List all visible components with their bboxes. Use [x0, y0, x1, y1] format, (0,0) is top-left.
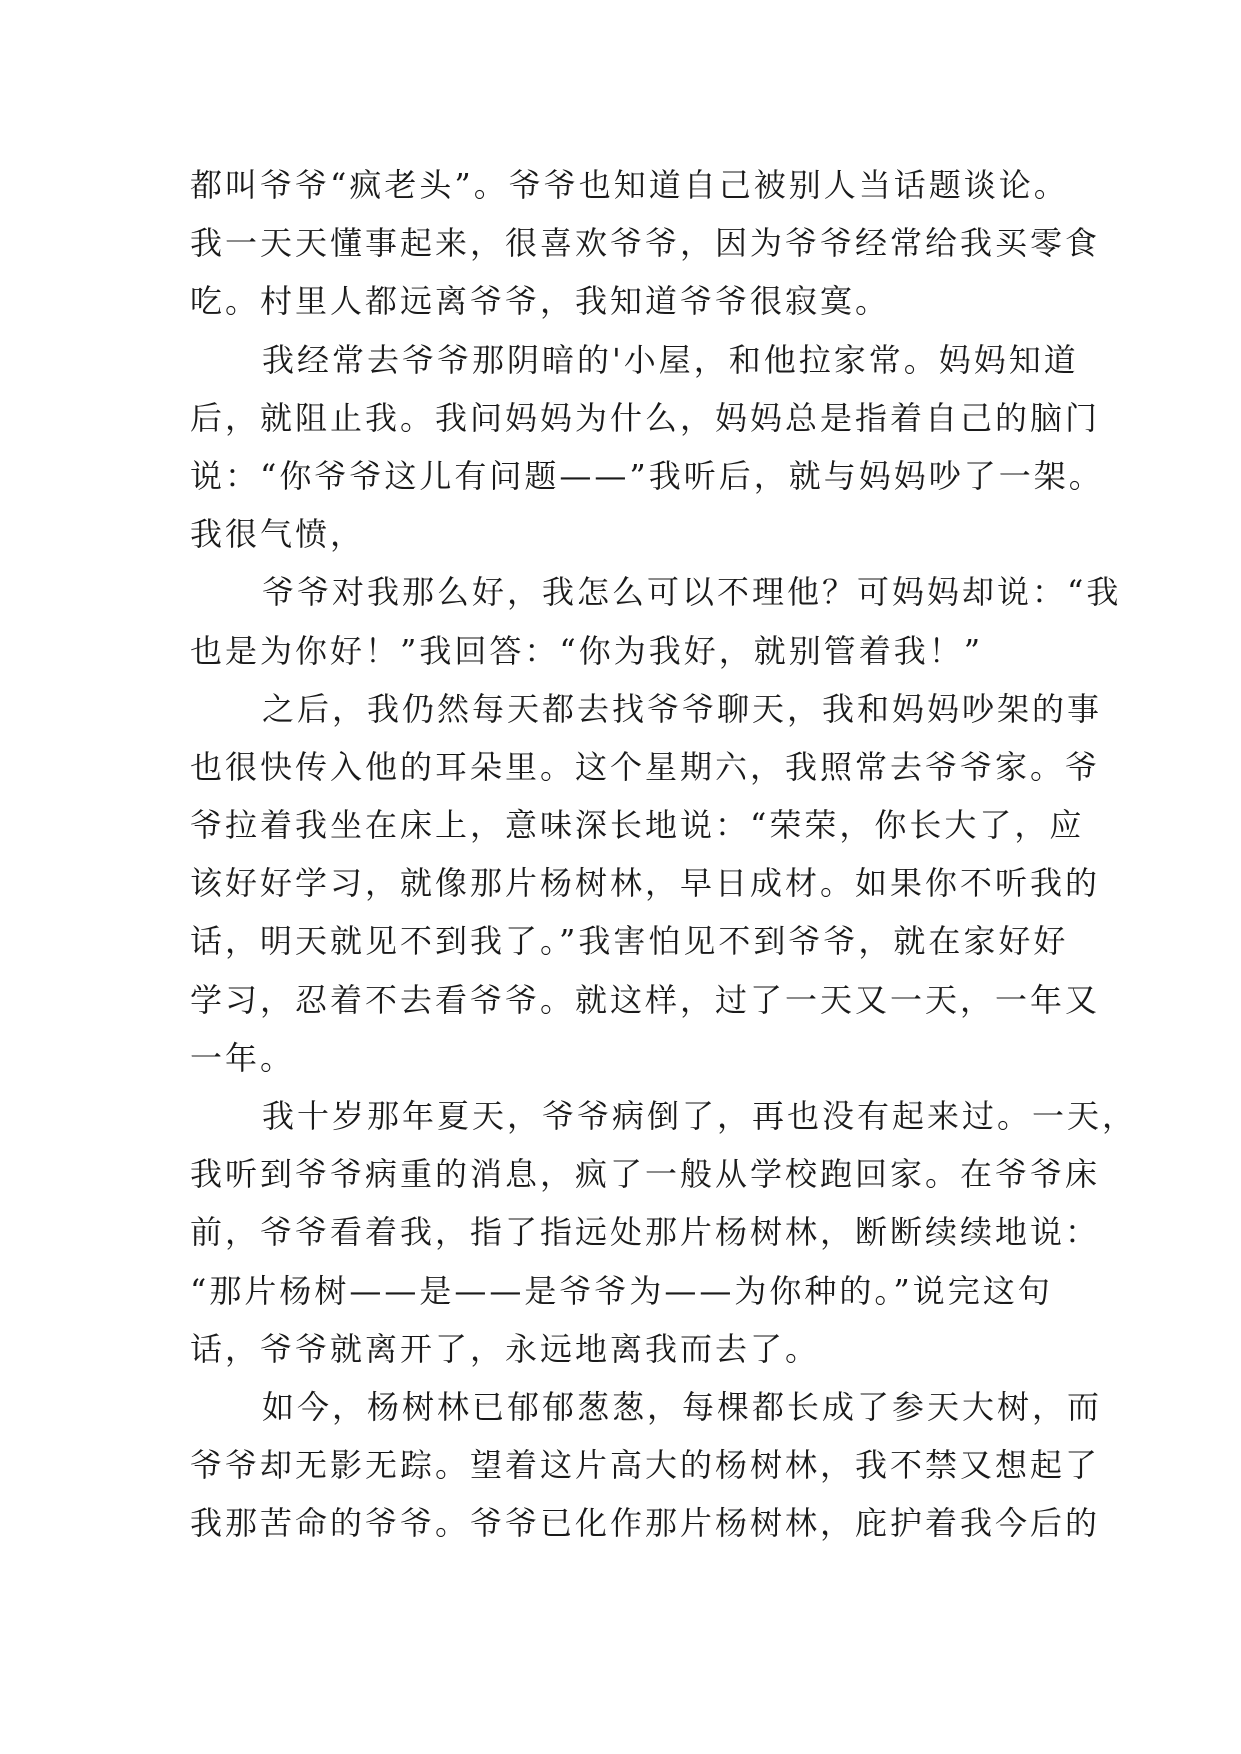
text-line: 吃。村里人都远离爷爷，我知道爷爷很寂寞。 — [190, 282, 891, 321]
text-line: 前，爷爷看着我，指了指远处那片杨树林，断断续续地说： — [190, 1213, 1101, 1252]
text-line: 我听到爷爷病重的消息，疯了一般从学校跑回家。在爷爷床 — [190, 1155, 1101, 1194]
text-line: 我一天天懂事起来，很喜欢爷爷，因为爷爷经常给我买零食 — [190, 224, 1101, 263]
text-line: 一年。 — [190, 1038, 296, 1077]
paragraph-first-line: 如今，杨树林已郁郁葱葱，每棵都长成了参天大树，而 — [262, 1387, 1103, 1426]
text-line: 说：“你爷爷这儿有问题——”我听后，就与妈妈吵了一架。 — [190, 456, 1104, 495]
paragraph-first-line: 我十岁那年夏天，爷爷病倒了，再也没有起来过。一天， — [262, 1097, 1138, 1135]
text-line: 爷爷却无影无踪。望着这片高大的杨树林，我不禁又想起了 — [190, 1446, 1101, 1485]
text-line: 也是为你好！”我回答：“你为我好，就别管着我！” — [190, 631, 984, 670]
text-line: 我很气愤， — [190, 515, 366, 554]
text-line: 该好好学习，就像那片杨树林，早日成材。如果你不听我的 — [190, 864, 1101, 903]
paragraph-first-line: 我经常去爷爷那阴暗的'小屋，和他拉家常。妈妈知道 — [262, 340, 1079, 379]
paragraph-first-line: 之后，我仍然每天都去找爷爷聊天，我和妈妈吵架的事 — [262, 689, 1103, 728]
text-line: 我那苦命的爷爷。爷爷已化作那片杨树林，庇护着我今后的 — [190, 1504, 1101, 1543]
text-line: 话，明天就见不到我了。”我害怕见不到爷爷，就在家好好 — [190, 922, 1069, 961]
document-body — [190, 156, 1138, 1553]
text-line: 话，爷爷就离开了，永远地离我而去了。 — [190, 1329, 821, 1368]
text-line: 后，就阻止我。我问妈妈为什么，妈妈总是指着自己的脑门 — [190, 398, 1101, 437]
text-line: 也很快传入他的耳朵里。这个星期六，我照常去爷爷家。爷 — [190, 747, 1101, 786]
text-line: 都叫爷爷“疯老头”。爷爷也知道自己被别人当话题谈论。 — [190, 166, 1069, 204]
text-line: 爷拉着我坐在床上，意味深长地说：“荣荣，你长大了，应 — [190, 806, 1085, 845]
text-line: “那片杨树——是——是爷爷为——为你种的。”说完这句 — [190, 1271, 1053, 1310]
paragraph-first-line: 爷爷对我那么好，我怎么可以不理他？可妈妈却说：“我 — [262, 573, 1122, 612]
text-line: 学习，忍着不去看爷爷。就这样，过了一天又一天，一年又 — [190, 980, 1101, 1019]
